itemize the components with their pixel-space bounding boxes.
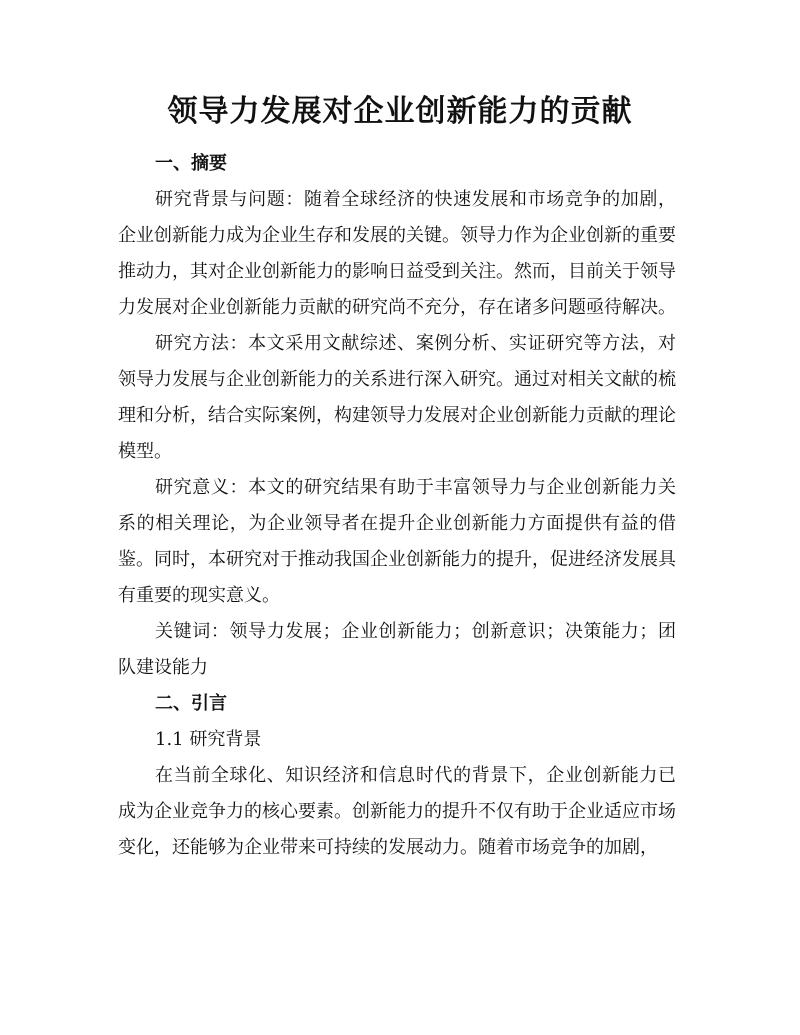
- keywords-paragraph: 关键词：领导力发展；企业创新能力；创新意识；决策能力；团队建设能力: [118, 621, 676, 678]
- introduction-paragraph: 在当前全球化、知识经济和信息时代的背景下，企业创新能力已成为企业竞争力的核心要素。创新能力的提升不仅有助于企业适应市场变化，还能够为企业带来可持续的发展动力。随着市场竞争的加剧，: [118, 765, 676, 858]
- abstract-paragraph-method: 研究方法：本文采用文献综述、案例分析、实证研究等方法，对领导力发展与企业创新能力的关系进行深入研究。通过对相关文献的梳理和分析，结合实际案例，构建领导力发展对企业创新能力贡献的理论模型。: [118, 333, 676, 462]
- abstract-paragraph-significance: 研究意义：本文的研究结果有助于丰富领导力与企业创新能力关系的相关理论，为企业领导者在提升企业创新能力方面提供有益的借鉴。同时，本研究对于推动我国企业创新能力的提升，促进经济发展具有重要的现实意义。: [118, 477, 676, 606]
- section-heading-introduction: 二、引言: [155, 693, 227, 714]
- document-title: 领导力发展对企业创新能力的贡献: [167, 94, 633, 129]
- section-heading-abstract: 一、摘要: [155, 153, 227, 174]
- document-body: [118, 146, 676, 866]
- abstract-paragraph-background: 研究背景与问题：随着全球经济的快速发展和市场竞争的加剧，企业创新能力成为企业生存和发展的关键。领导力作为企业创新的重要推动力，其对企业创新能力的影响日益受到关注。然而，目前关于领导力发展对企业创新能力贡献的研究尚不充分，存在诸多问题亟待解决。: [118, 189, 676, 318]
- subsection-heading-research-background: 1.1 研究背景: [155, 729, 262, 750]
